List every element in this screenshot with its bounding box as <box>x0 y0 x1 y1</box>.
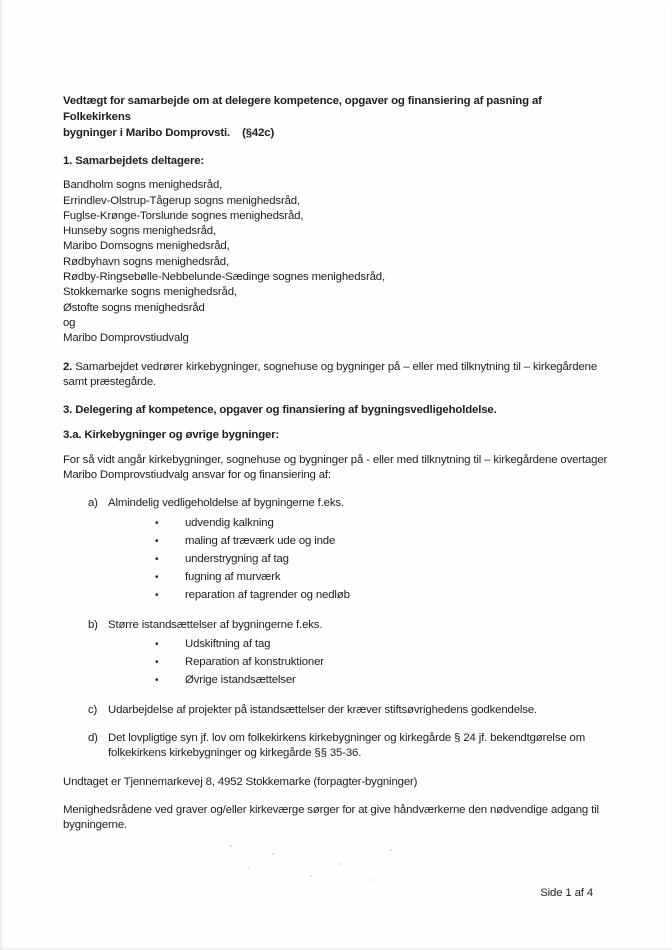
participant-item: og <box>63 316 76 329</box>
item-letter: c) <box>88 703 98 716</box>
bullet-icon: • <box>155 657 159 669</box>
bullet-icon: • <box>155 572 159 584</box>
list-item <box>63 534 609 549</box>
bullet-text: reparation af tagrender og nedløb <box>185 589 350 602</box>
section-2-text: Samarbejdet vedrører kirkebygninger, sognehuse og bygninger på – eller med tilknytning til – kirkegårdene samt præstegårde. <box>63 360 598 388</box>
participant-item: Stokkemarke sogns menighedsråd, <box>63 286 237 299</box>
bullet-text: understrygning af tag <box>185 553 289 566</box>
bullet-icon: • <box>155 675 159 687</box>
bullet-text: fugning af murværk <box>185 571 281 584</box>
participant-item: Østofte sogns menighedsråd <box>63 301 205 314</box>
list-item <box>63 588 609 603</box>
list-item <box>63 655 609 670</box>
item-text: Større istandsættelser af bygningerne f.eks. <box>108 618 323 631</box>
list-item <box>63 552 609 567</box>
bullet-icon: • <box>155 590 159 602</box>
participant-item: Rødby-Ringsebølle-Nebbelunde-Sædinge sognes menighedsråd, <box>63 271 385 284</box>
bullet-text: Udskiftning af tag <box>185 637 271 650</box>
item-text: Almindelig vedligeholdelse af bygningerne f.eks. <box>108 497 344 510</box>
participant-item: Bandholm sogns menighedsråd, <box>63 179 223 192</box>
participant-item: Errindlev-Olstrup-Tågerup sogns menighedsråd, <box>63 194 300 207</box>
document-content <box>63 93 609 846</box>
bullet-icon: • <box>155 517 159 529</box>
exception-paragraph: Undtaget er Tjennemarkevej 8, 4952 Stokkemarke (forpagter-bygninger) <box>63 775 418 788</box>
document-title <box>63 93 609 141</box>
bullet-icon: • <box>155 535 159 547</box>
participant-item: Fuglse-Krønge-Torslunde sognes menighedsråd, <box>63 209 304 222</box>
list-item <box>63 570 609 585</box>
bullet-icon: • <box>155 638 159 650</box>
page-number: Side 1 af 4 <box>540 887 593 899</box>
title-line-1: Vedtægt for samarbejde om at delegere kompetence, opgaver og finansiering af pasning af Folkekirkens <box>63 95 545 123</box>
participant-item: Maribo Domsogns menighedsråd, <box>63 240 230 253</box>
section-2-paragraph <box>63 360 609 391</box>
section-3a-intro: For så vidt angår kirkebygninger, sognehuse og bygninger på - eller med tilknytning til – kirkegårdene overtager Maribo Domprovstiudvalg ansvar for og finansiering af: <box>63 453 608 482</box>
bullet-text: maling af træværk ude og inde <box>185 534 336 547</box>
access-paragraph: Menighedsrådene ved graver og/eller kirkeværge sørger for at give håndværkerne den nødvendige adgang til bygningerne. <box>63 803 599 832</box>
list-item <box>63 637 609 652</box>
list-item <box>63 516 609 531</box>
section-3a-heading: 3.a. Kirkebygninger og øvrige bygninger: <box>63 429 280 442</box>
title-line-2: bygninger i Maribo Domprovsti. (§42c) <box>63 127 275 139</box>
lettered-item-b <box>63 618 609 633</box>
bullet-text: Reparation af konstruktioner <box>185 656 324 669</box>
lettered-item-c <box>63 703 609 718</box>
list-item <box>63 673 609 688</box>
item-letter: d) <box>88 731 98 744</box>
item-text: Det lovpligtige syn jf. lov om folkekirkens kirkebygninger og kirkegårde § 24 jf. bekendtgørelse om folkekirkens kirkebygninger og kirkegårde §§ 35-36. <box>108 731 586 760</box>
lettered-item-a <box>63 496 609 511</box>
bullet-list-a <box>63 516 609 604</box>
participant-item: Hunseby sogns menighedsråd, <box>63 225 216 238</box>
item-letter: a) <box>88 497 98 510</box>
item-letter: b) <box>88 618 98 631</box>
bullet-text: udvendig kalkning <box>185 516 274 529</box>
bullet-icon: • <box>155 554 159 566</box>
section-2-number: 2. <box>63 360 73 373</box>
section-3-heading: 3. Delegering af kompetence, opgaver og finansiering af bygningsvedligeholdelse. <box>63 404 497 417</box>
bullet-list-b <box>63 637 609 689</box>
participants-list <box>63 178 609 346</box>
item-text: Udarbejdelse af projekter på istandsættelser der kræver stiftsøvrighedens godkendelse. <box>108 703 538 716</box>
lettered-item-d <box>63 731 609 762</box>
bullet-text: Øvrige istandsættelser <box>185 674 296 687</box>
participant-item: Maribo Domprovstiudvalg <box>63 332 189 345</box>
section-1-heading: 1. Samarbejdets deltagere: <box>63 155 205 167</box>
participant-item: Rødbyhavn sogns menighedsråd, <box>63 255 229 268</box>
